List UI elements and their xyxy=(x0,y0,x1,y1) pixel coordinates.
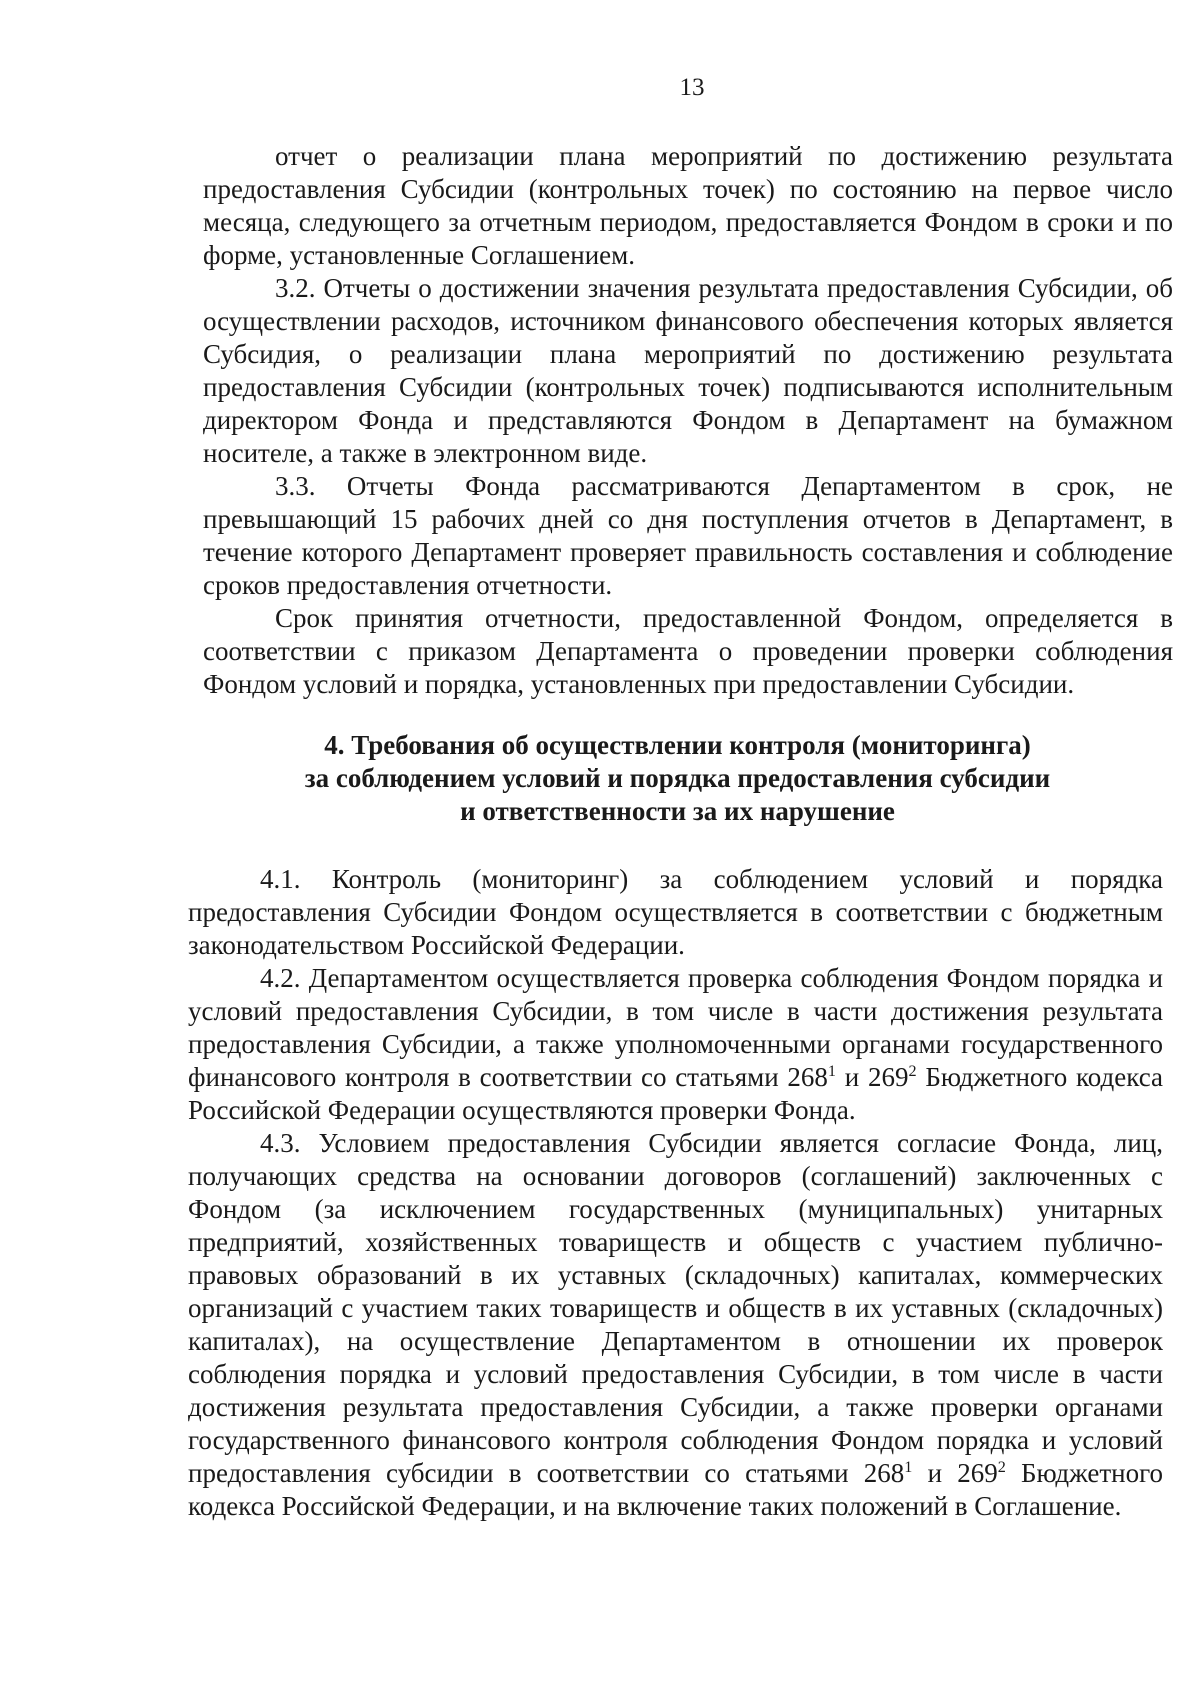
paragraph-4-3 xyxy=(188,1127,1163,1523)
paragraph-report-plan: отчет о реализации плана мероприятий по достижению результата предоставления Субсидии (контрольных точек) по состоянию на первое число месяца, следующего за отчетным периодом, предоставляется Фондом в сроки и по форме, установленные Соглашением. xyxy=(203,141,1173,270)
heading-line-3: и ответственности за их нарушение xyxy=(460,796,895,826)
paragraph-4-2-text-c: Бюджетного кодекса Российской Федерации осуществляются проверки Фонда. xyxy=(188,1062,1163,1125)
paragraph-4-3-text-c: Бюджетного кодекса Российской Федерации, и на включение таких положений в Соглашение. xyxy=(188,1458,1164,1521)
paragraph-4-2-text-a: 4.2. Департаментом осуществляется проверка соблюдения Фондом порядка и условий предоставления Субсидии, в том числе в части достижения результата предоставления Субсидии, а также уполномоченными органами государственного финансового контроля в соответствии со статьями 268 xyxy=(188,963,1163,1092)
paragraph-4-2-text-b: и 269 xyxy=(836,1062,909,1092)
superscript: 1 xyxy=(827,1062,837,1080)
paragraph-3-3: 3.3. Отчеты Фонда рассматриваются Департаментом в срок, не превышающий 15 рабочих дней со дня поступления отчетов в Департамент, в течение которого Департамент проверяет правильность составления и соблюдение сроков предоставления отчетности. xyxy=(203,471,1173,600)
paragraph-acceptance-term: Срок принятия отчетности, предоставленной Фондом, определяется в соответствии с приказом Департамента о проведении проверки соблюдения Фондом условий и порядка, установленных при предоставлении Субсидии. xyxy=(203,603,1173,699)
paragraph-4-3-text-a: 4.3. Условием предоставления Субсидии является согласие Фонда, лиц, получающих средства на основании договоров (соглашений) заключенных с Фондом (за исключением государственных (муниципальных) унитарных предприятий, хозяйственных товариществ и обществ с участием публично-правовых образований в их уставных (складочных) капиталах, коммерческих организаций с участием таких товариществ и обществ в их уставных (складочных) капиталах), на осуществление Департаментом в отношении их проверок соблюдения порядка и условий предоставления Субсидии, в том числе в части достижения результата предоставления Субсидии, а также проверки органами государственного финансового контроля соблюдения Фондом порядка и условий предоставления субсидии в соответствии со статьями 268 xyxy=(188,1128,1163,1488)
superscript: 1 xyxy=(904,1458,913,1476)
page-number: 13 xyxy=(679,74,705,101)
intro-section xyxy=(203,140,1173,701)
paragraph-3-2: 3.2. Отчеты о достижении значения результата предоставления Субсидии, об осуществлении расходов, источником финансового обеспечения которых является Субсидия, о реализации плана мероприятий по достижению результата предоставления Субсидии (контрольных точек) подписываются исполнительным директором Фонда и представляются Фондом в Департамент на бумажном носителе, а также в электронном виде. xyxy=(203,273,1173,468)
paragraph-4-2 xyxy=(188,962,1163,1127)
paragraph-4-1: 4.1. Контроль (мониторинг) за соблюдением условий и порядка предоставления Субсидии Фондом осуществляется в соответствии с бюджетным законодательством Российской Федерации. xyxy=(188,864,1163,960)
section-4-heading xyxy=(190,729,1165,828)
heading-line-1: 4. Требования об осуществлении контроля (мониторинга) xyxy=(324,730,1031,760)
superscript: 2 xyxy=(908,1062,917,1080)
superscript: 2 xyxy=(997,1458,1006,1476)
paragraph-4-3-text-b: и 269 xyxy=(912,1458,998,1488)
heading-line-2: за соблюдением условий и порядка предоставления субсидии xyxy=(304,763,1051,793)
section-4-body xyxy=(188,863,1163,1523)
